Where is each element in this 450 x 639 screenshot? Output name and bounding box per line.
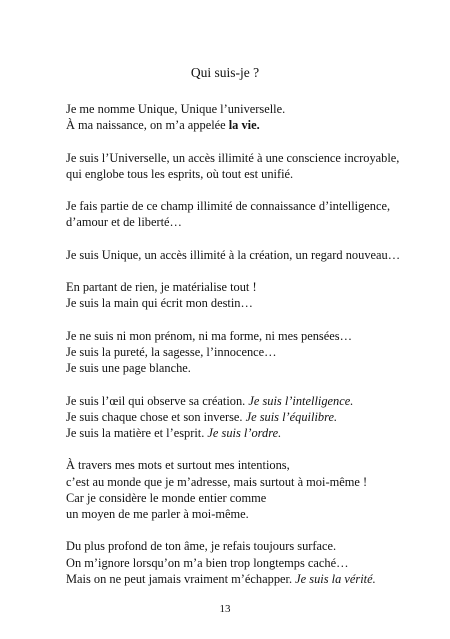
- poem-line: [66, 295, 426, 311]
- poem-line: [66, 198, 426, 214]
- emphasis-bold: la vie.: [228, 118, 260, 133]
- stanza: [66, 247, 426, 263]
- poem-body: [66, 101, 426, 603]
- poem-line: [66, 214, 426, 230]
- poem-line: [66, 117, 426, 133]
- line-text: d’amour et de liberté…: [66, 215, 182, 230]
- poem-line: [66, 538, 426, 554]
- line-text: Je suis une page blanche.: [66, 361, 191, 376]
- emphasis-italic: Je suis l’ordre.: [207, 425, 282, 440]
- poem-line: [66, 474, 426, 490]
- stanza: [66, 279, 426, 311]
- stanza: [66, 393, 426, 442]
- poem-line: [66, 328, 426, 344]
- line-text: Je suis chaque chose et son inverse.: [66, 409, 246, 424]
- line-text: À ma naissance, on m’a appelée: [66, 118, 229, 133]
- stanza: [66, 538, 426, 587]
- line-text: Car je considère le monde entier comme: [66, 490, 267, 505]
- poem-line: [66, 393, 426, 409]
- emphasis-italic: Je suis l’intelligence.: [248, 393, 354, 408]
- emphasis-italic: Je suis la vérité.: [295, 571, 376, 586]
- line-text: Je suis l’œil qui observe sa création.: [66, 393, 249, 408]
- line-text: c’est au monde que je m’adresse, mais surtout à moi-même !: [66, 474, 368, 489]
- page-number: 13: [219, 603, 231, 615]
- poem-line: [66, 344, 426, 360]
- line-text: En partant de rien, je matérialise tout !: [66, 280, 257, 295]
- line-text: Je fais partie de ce champ illimité de connaissance d’intelligence,: [66, 199, 391, 214]
- line-text: Je suis la pureté, la sagesse, l’innocence…: [66, 344, 277, 359]
- poem-line: [66, 490, 426, 506]
- line-text: Je suis l’Universelle, un accès illimité à une conscience incroyable,: [66, 150, 400, 165]
- line-text: un moyen de me parler à moi-même.: [66, 506, 249, 521]
- poem-line: [66, 571, 426, 587]
- line-text: À travers mes mots et surtout mes intentions,: [66, 458, 290, 473]
- emphasis-italic: Je suis l’équilibre.: [245, 409, 338, 424]
- stanza: [66, 198, 426, 230]
- line-text: Je me nomme Unique, Unique l’universelle.: [66, 102, 286, 116]
- poem-line: [66, 457, 426, 473]
- line-text: Mais on ne peut jamais vraiment m’échapper.: [66, 571, 296, 586]
- poem-line: [66, 409, 426, 425]
- poem-line: [66, 425, 426, 441]
- stanza: [66, 328, 426, 377]
- poem-line: [66, 247, 426, 263]
- poem-line: [66, 506, 426, 522]
- line-text: qui englobe tous les esprits, où tout est unifié.: [66, 166, 294, 181]
- poem-line: [66, 279, 426, 295]
- stanza: [66, 457, 426, 522]
- poem-line: [66, 360, 426, 376]
- poem-line: [66, 150, 426, 166]
- stanza: [66, 101, 426, 133]
- line-text: Je suis la matière et l’esprit.: [66, 425, 208, 440]
- poem-line: [66, 101, 426, 117]
- line-text: Je ne suis ni mon prénom, ni ma forme, ni mes pensées…: [66, 328, 352, 343]
- poem-title: Qui suis-je ?: [190, 65, 260, 80]
- line-text: Je suis Unique, un accès illimité à la création, un regard nouveau…: [66, 247, 401, 262]
- poem-line: [66, 166, 426, 182]
- line-text: Du plus profond de ton âme, je refais toujours surface.: [66, 539, 337, 554]
- line-text: Je suis la main qui écrit mon destin…: [66, 296, 253, 311]
- line-text: On m’ignore lorsqu’on m’a bien trop longtemps caché…: [66, 555, 349, 570]
- poem-line: [66, 555, 426, 571]
- stanza: [66, 150, 426, 182]
